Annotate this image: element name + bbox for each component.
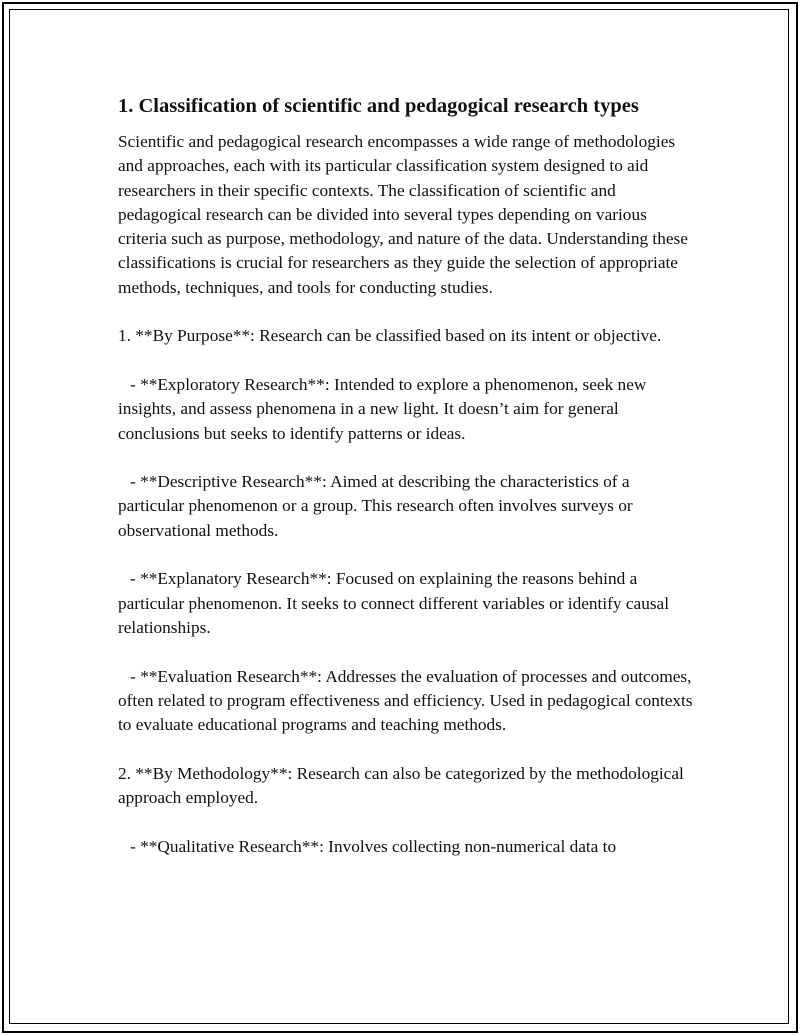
evaluation-research-paragraph: - **Evaluation Research**: Addresses the evaluation of processes and outcomes, often related to program effectiveness and efficiency. Used in pedagogical contexts to evaluate educational programs and teaching methods.: [118, 666, 693, 735]
descriptive-research-paragraph: - **Descriptive Research**: Aimed at describing the characteristics of a particular phenomenon or a group. This research often involves surveys or observational methods.: [118, 472, 633, 540]
explanatory-research-paragraph: - **Explanatory Research**: Focused on explaining the reasons behind a particular phenomenon. It seeks to connect different variables or identify causal relationships.: [118, 569, 670, 637]
by-methodology-paragraph: 2. **By Methodology**: Research can also be categorized by the methodological approach employed.: [118, 763, 684, 808]
qualitative-research-paragraph: - **Qualitative Research**: Involves collecting non-numerical data to: [130, 836, 617, 856]
intro-paragraph: Scientific and pedagogical research encompasses a wide range of methodologies and approaches, each with its particular classification system designed to aid researchers in their specific contexts. The classification of scientific and pedagogical research can be divided into several types depending on various criteria such as purpose, methodology, and nature of the data. Understanding these classifications is crucial for researchers as they guide the selection of appropriate methods, techniques, and tools for conducting studies.: [118, 132, 688, 297]
section-heading: 1. Classification of scientific and pedagogical research types: [118, 95, 639, 117]
document-body: [118, 92, 693, 883]
by-purpose-paragraph: 1. **By Purpose**: Research can be classified based on its intent or objective.: [118, 326, 662, 346]
exploratory-research-paragraph: - **Exploratory Research**: Intended to explore a phenomenon, seek new insights, and assess phenomena in a new light. It doesn’t aim for general conclusions but seeks to identify patterns or ideas.: [118, 374, 647, 443]
